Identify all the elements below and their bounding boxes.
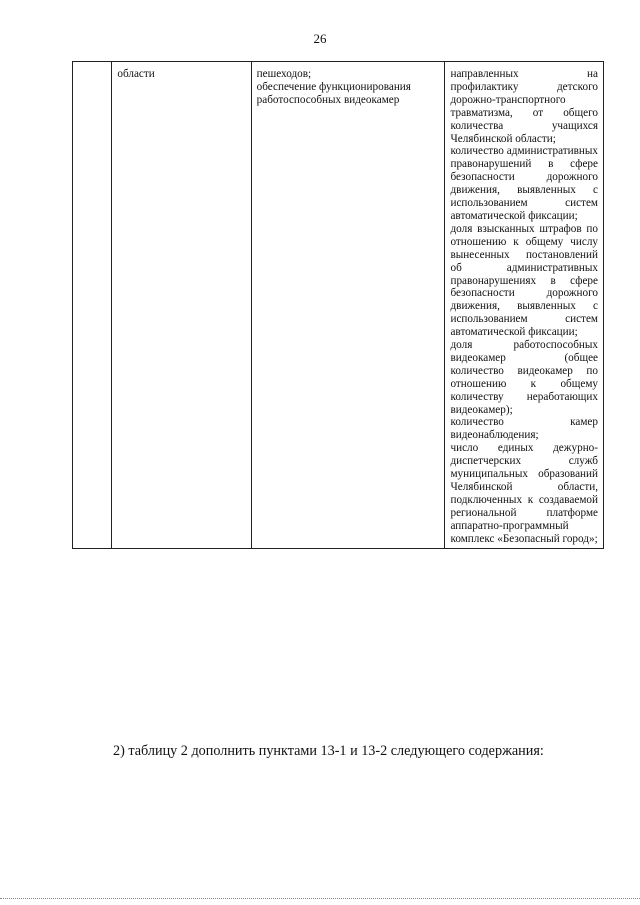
indicator-text: доля работоспособных видеокамер (общее количество видеокамер по отношению к общему количеству неработающих видеокамер);	[450, 339, 598, 416]
table-cell-region	[112, 62, 251, 549]
indicator-text: направленных на профилактику детского дорожно-транспортного травматизма, от общего количества учащихся Челябинской области;	[450, 68, 598, 145]
page-number: 26	[313, 31, 327, 46]
indicator-text: количество административных правонарушений в сфере безопасности дорожного движения, выявленных с использованием систем автоматической фиксации;	[450, 145, 598, 222]
table-cell-measures	[251, 62, 445, 549]
cell-text: области	[117, 68, 155, 80]
table-cell-indicators	[445, 62, 604, 549]
document-table	[72, 61, 604, 549]
table-cell-empty	[73, 62, 112, 549]
cell-text: обеспечение функционирования работоспособных видеокамер	[256, 80, 411, 106]
cell-text: пешеходов;	[256, 68, 312, 80]
page-bottom-border	[0, 898, 640, 899]
amendment-text: 2) таблицу 2 дополнить пунктами 13-1 и 13-2 следующего содержания:	[113, 743, 544, 759]
table-row	[73, 62, 604, 549]
indicator-text: количество камер видеонаблюдения;	[450, 416, 598, 442]
indicator-text: число единых дежурно-диспетчерских служб муниципальных образований Челябинской области, подключенных к создаваемой региональной платформе аппаратно-программный комплекс «Безопасный город»;	[450, 442, 598, 545]
indicator-text: доля взысканных штрафов по отношению к общему числу вынесенных постановлений об административных правонарушениях в сфере безопасности дорожного движения, выявленных с использованием систем автоматической фиксации;	[450, 222, 598, 339]
